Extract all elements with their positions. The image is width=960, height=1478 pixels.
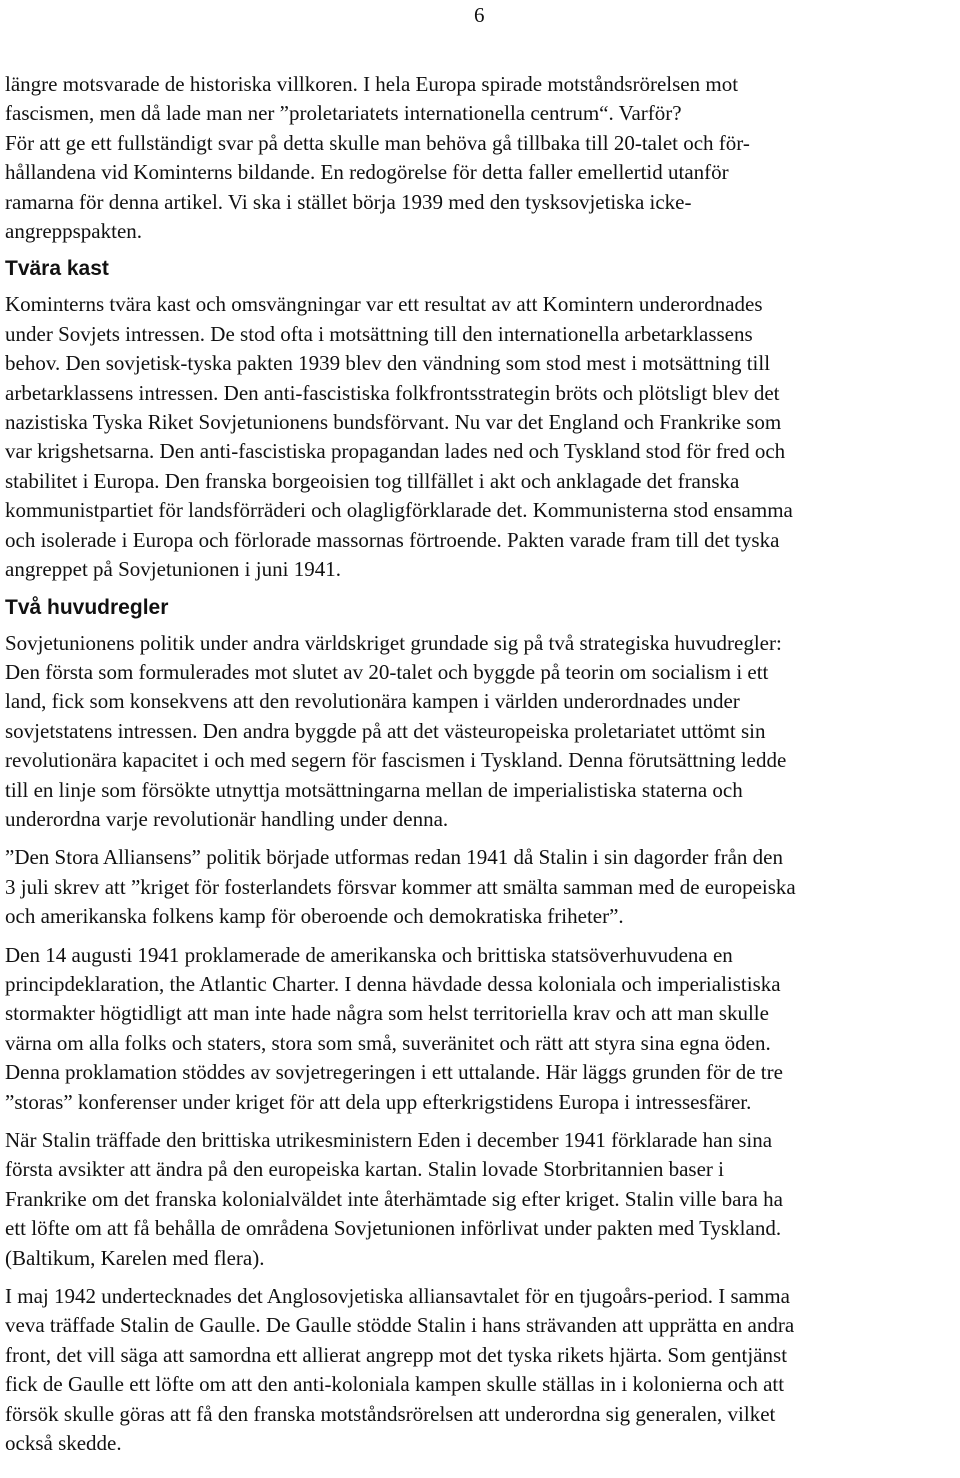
paragraph-intro: längre motsvarade de historiska villkoren. I hela Europa spirade motståndsrörelsen mot fascismen, men då lade man ner ”proletariatets internationella centrum“. Varför? För att ge ett fullständigt svar på detta skulle man behöva gå tillbaka till 20-talet och för- hållandena vid Kominterns bildande. En redogörelse för detta faller emellertid utanför ramarna för denna artikel. Vi ska i stället börja 1939 med den tysksovjetiska icke- angreppspakten. bbox=[5, 72, 750, 244]
paragraph-stalin-eden: När Stalin träffade den brittiska utrikesministern Eden i december 1941 förklarade han sina första avsikter att ändra på den europeiska kartan. Stalin lovade Storbritannien baser i Frankrike om det franska kolonialväldet inte återhämtade sig efter kriget. Stalin ville bara ha ett löfte om att få behålla de områdena Sovjetunionen införlivat under pakten med Tyskland. (Baltikum, Karelen med flera). bbox=[5, 1128, 783, 1270]
page-number: 6 bbox=[474, 3, 485, 27]
section-heading-tva-huvudregler: Två huvudregler bbox=[5, 595, 169, 619]
section-heading-tvara-kast: Tvära kast bbox=[5, 257, 109, 281]
paragraph-huvudregler: Sovjetunionens politik under andra världskriget grundade sig på två strategiska huvudregler: Den första som formulerades mot slutet av 20-talet och byggde på teorin om socialism i ett land, fick som konsekvens att den revolutionära kampen i världen underordnades under sovjetstatens intressen. Den andra byggde på att det västeuropeiska proletariatet uttömt sin revolutionära kapacitet i och med segern för fascismen i Tyskland. Denna förutsättning ledde till en linje som försökte utnyttja motsättningarna mellan de imperialistiska staterna och underordna varje revolutionär handling under denna. bbox=[5, 630, 787, 831]
paragraph-atlantic-charter: Den 14 augusti 1941 proklamerade de amerikanska och brittiska statsöverhuvudena en principdeklaration, the Atlantic Charter. I denna hävdade dessa koloniala och imperialistiska stormakter högtidligt att man inte hade några som helst territoriella krav och att man skulle värna om alla folks och staters, stora som små, suveränitet och rätt att styra sina egna öden. Denna proklamation stöddes av sovjetregeringen i ett uttalande. Här läggs grunden för de tre ”storas” konferenser under kriget för att dela upp efterkrigstidens Europa i intressesfärer. bbox=[5, 942, 783, 1114]
article-body bbox=[5, 70, 955, 1467]
paragraph-stora-alliansen: ”Den Stora Alliansens” politik började utformas redan 1941 då Stalin i sin dagorder från den 3 juli skrev att ”kriget för fosterlandets försvar kommer att smälta samman med de europeiska och amerikanska folkens kamp för oberoende och demokratiska friheter”. bbox=[5, 845, 796, 929]
paragraph-tvara-kast: Kominterns tvära kast och omsvängningar var ett resultat av att Komintern underordnades under Sovjets intressen. De stod ofta i motsättning till den internationella arbetarklassens behov. Den sovjetisk-tyska pakten 1939 blev den vändning som stod mest i motsättning till arbetarklassens intressen. Den anti-fascistiska folkfrontsstrategin bröts och plötsligt blev det nazistiska Tyska Riket Sovjetunionens bundsförvant. Nu var det England och Frankrike som var krigshetsarna. Den anti-fascistiska propagandan lades ned och Tyskland stod för fred och stabilitet i Europa. Den franska borgeoisien tog tillfället i akt och anklagade det franska kommunistpartiet för landsförräderi och olagligförklarade det. Kommunisterna stod ensamma och isolerade i Europa och förlorade massornas förtroende. Pakten varade fram till det tyska angreppet på Sovjetunionen i juni 1941. bbox=[5, 292, 793, 582]
paragraph-maj-1942: I maj 1942 undertecknades det Anglosovjetiska alliansavtalet för en tjugoårs-period. I samma veva träffade Stalin de Gaulle. De Gaulle stödde Stalin i hans strävanden att upprätta en andra front, det vill säga att samordna ett allierat angrepp mot det tyska rikets hjärta. Som gentjänst fick de Gaulle ett löfte om att den anti-koloniala kampen skulle ställas in i kolonierna och att försök skulle göras att få den franska motståndsrörelsen att underordna sig generalen, vilket också skedde. bbox=[5, 1284, 795, 1456]
